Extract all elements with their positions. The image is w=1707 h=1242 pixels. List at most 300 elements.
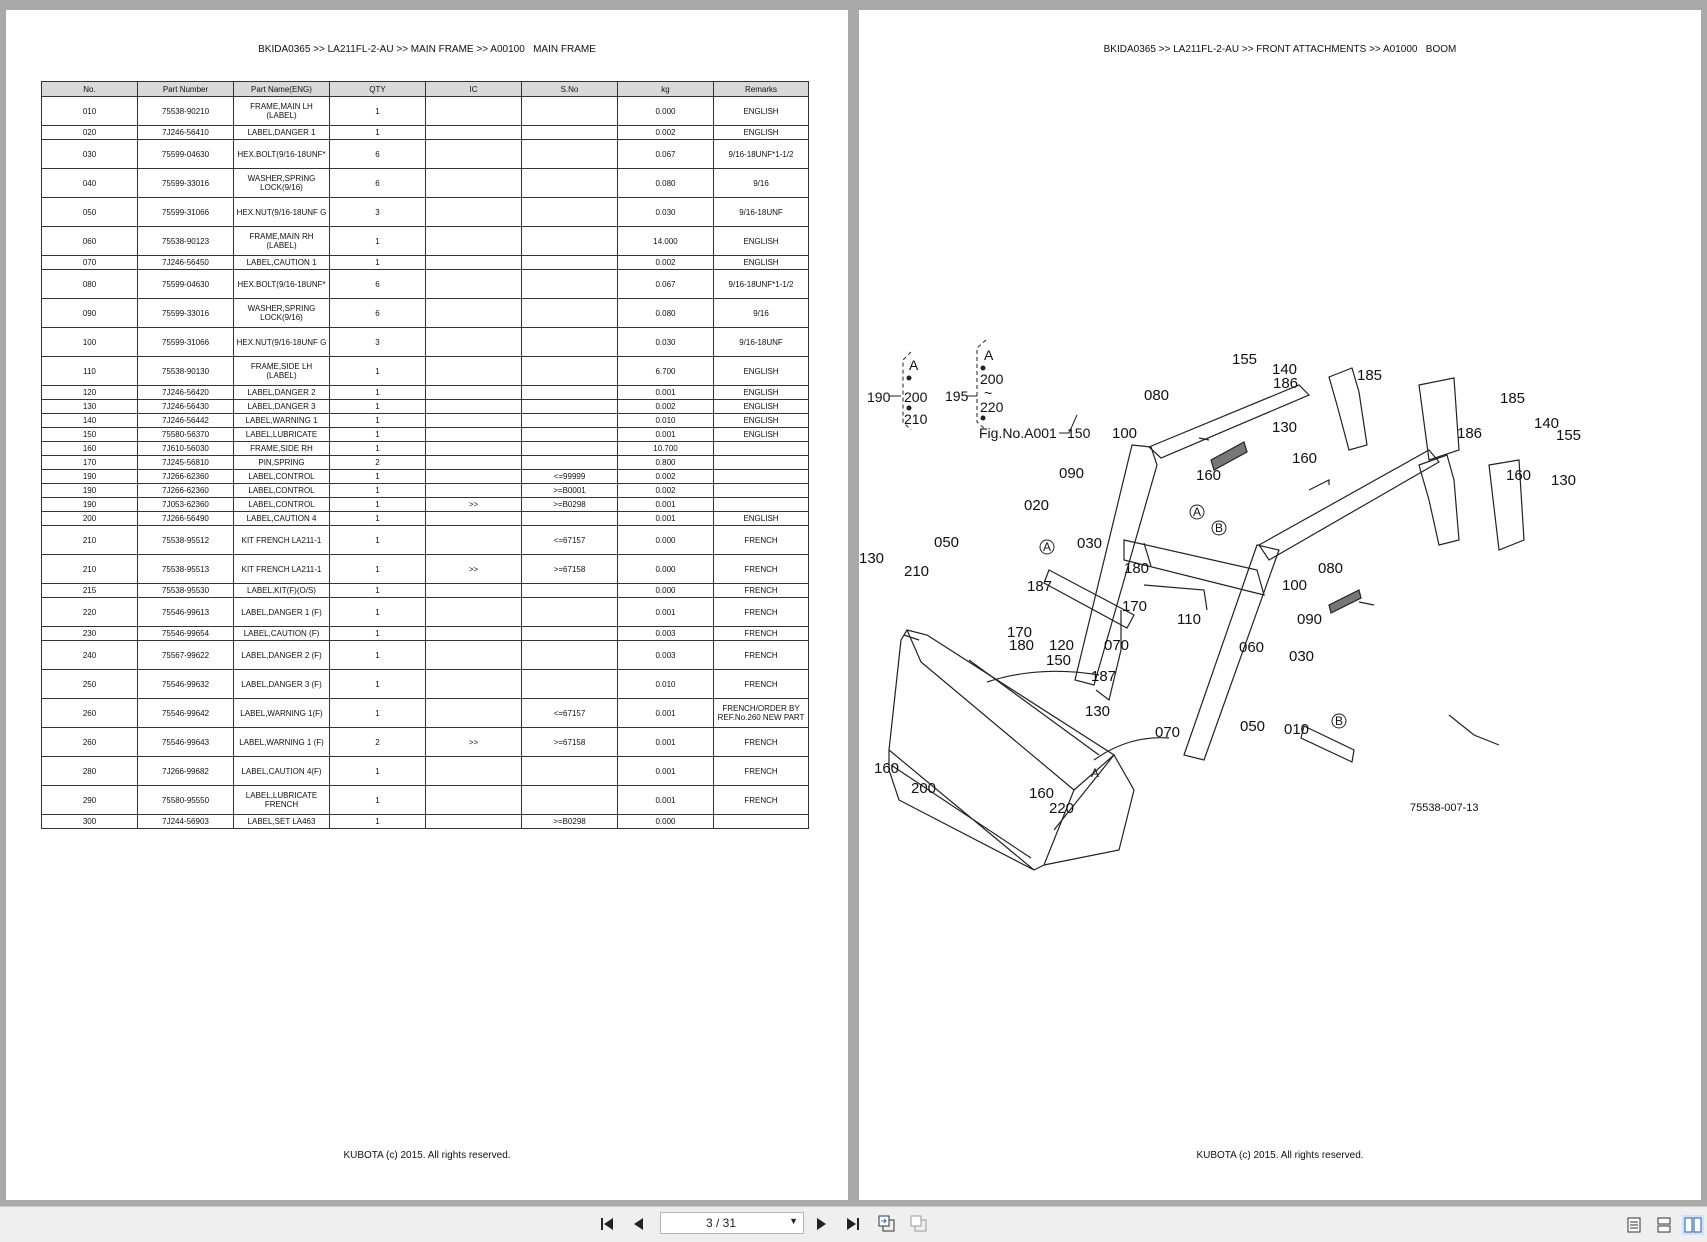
cell-qty: 1 [330, 357, 426, 386]
table-header-row [42, 82, 809, 97]
callout-140: 140 [1272, 361, 1298, 378]
cell-no: 240 [42, 641, 138, 670]
cell-kg: 14.000 [618, 227, 714, 256]
cell-sno [522, 97, 618, 126]
cell-part-number: 7J245-56810 [138, 456, 234, 470]
table-row [42, 786, 809, 815]
callout-150: 150 [1046, 652, 1072, 669]
cell-part-name: LABEL,CAUTION (F) [234, 627, 330, 641]
cell-no: 215 [42, 584, 138, 598]
cell-ic [426, 140, 522, 169]
cell-no: 130 [42, 400, 138, 414]
cell-qty: 1 [330, 641, 426, 670]
cell-qty: 6 [330, 169, 426, 198]
cell-part-number: 75538-95513 [138, 555, 234, 584]
callout-180: 180 [1009, 637, 1035, 654]
callout-140: 140 [1534, 415, 1560, 432]
cell-no: 160 [42, 442, 138, 456]
cell-qty: 6 [330, 140, 426, 169]
callout-080: 080 [1144, 387, 1170, 404]
cell-kg: 0.067 [618, 270, 714, 299]
cell-part-name: FRAME,MAIN LH (LABEL) [234, 97, 330, 126]
column-header-qty: QTY [330, 82, 426, 97]
table-row [42, 555, 809, 584]
cell-part-number: 75599-04630 [138, 270, 234, 299]
cell-ic [426, 670, 522, 699]
breadcrumb: BKIDA0365 >> LA211FL-2-AU >> FRONT ATTACHMENTS >> A01000 BOOM [1103, 44, 1457, 55]
cell-kg: 10.700 [618, 442, 714, 456]
facing-pages-icon [1684, 1217, 1702, 1233]
cell-kg: 0.001 [618, 786, 714, 815]
cell-qty: 1 [330, 428, 426, 442]
cell-part-number: 7J266-56490 [138, 512, 234, 526]
cell-kg: 0.000 [618, 555, 714, 584]
cell-part-name: LABEL,CAUTION 4(F) [234, 757, 330, 786]
callout-030: 030 [1077, 535, 1103, 552]
cell-kg: 0.001 [618, 598, 714, 627]
cell-part-name: LABEL,CAUTION 1 [234, 256, 330, 270]
cell-part-number: 75546-99654 [138, 627, 234, 641]
cell-ic [426, 386, 522, 400]
callout-120: 120 [1049, 637, 1075, 654]
cell-remarks [714, 484, 809, 498]
boom-exploded-diagram [859, 10, 1701, 1200]
cell-qty: 1 [330, 97, 426, 126]
column-header-part-name: Part Name(ENG) [234, 82, 330, 97]
last-page-icon [845, 1216, 861, 1232]
cell-qty: 1 [330, 598, 426, 627]
callout-160: 160 [1029, 785, 1055, 802]
cell-sno [522, 256, 618, 270]
callout-130: 130 [1085, 703, 1111, 720]
right-page [859, 10, 1701, 1200]
cell-no: 010 [42, 97, 138, 126]
cell-kg: 0.002 [618, 470, 714, 484]
cell-remarks: FRENCH [714, 641, 809, 670]
cell-ic: >> [426, 728, 522, 757]
table-row [42, 299, 809, 328]
cell-kg: 0.001 [618, 386, 714, 400]
cell-kg: 0.080 [618, 169, 714, 198]
callout-010: 010 [1284, 721, 1310, 738]
cell-part-name: LABEL,CONTROL [234, 470, 330, 484]
callout-130: 130 [1551, 472, 1577, 489]
callout-080: 080 [1318, 560, 1344, 577]
cell-qty: 1 [330, 786, 426, 815]
cell-remarks: FRENCH [714, 584, 809, 598]
cell-sno [522, 386, 618, 400]
cell-qty: 1 [330, 670, 426, 699]
cell-remarks: 9/16-18UNF*1-1/2 [714, 140, 809, 169]
cell-part-number: 7J266-99682 [138, 757, 234, 786]
table-row [42, 442, 809, 456]
callout-090: 090 [1297, 611, 1323, 628]
cell-sno [522, 299, 618, 328]
circle-mark-b: B [1215, 521, 1224, 535]
cell-part-number: 7J244-56903 [138, 815, 234, 829]
cell-part-number: 75599-04630 [138, 140, 234, 169]
cell-ic [426, 815, 522, 829]
cell-kg: 0.010 [618, 670, 714, 699]
cell-ic [426, 97, 522, 126]
cell-kg: 0.001 [618, 699, 714, 728]
cell-remarks: FRENCH [714, 598, 809, 627]
callout-155: 155 [1556, 427, 1582, 444]
callout-170: 170 [1122, 598, 1148, 615]
cell-part-name: LABEL,WARNING 1 (F) [234, 728, 330, 757]
go-back-view-button[interactable] [876, 1213, 898, 1235]
cell-sno [522, 357, 618, 386]
callout-185: 185 [1500, 390, 1526, 407]
cell-sno [522, 140, 618, 169]
callout-200: 200 [980, 371, 1004, 387]
cell-remarks: ENGLISH [714, 97, 809, 126]
prev-page-button[interactable] [628, 1213, 650, 1235]
cell-part-number: 75538-95512 [138, 526, 234, 555]
cell-no: 150 [42, 428, 138, 442]
cell-kg: 0.002 [618, 400, 714, 414]
table-row [42, 400, 809, 414]
cell-ic [426, 442, 522, 456]
diagram-drawing [889, 368, 1524, 870]
cell-kg: 0.001 [618, 757, 714, 786]
cell-part-number: 7J246-56430 [138, 400, 234, 414]
table-row [42, 484, 809, 498]
cell-kg: 0.001 [618, 428, 714, 442]
cell-remarks: FRENCH [714, 526, 809, 555]
column-header-no: No. [42, 82, 138, 97]
cell-part-number: 7J246-56450 [138, 256, 234, 270]
cell-part-number: 7J053-62360 [138, 498, 234, 512]
cell-no: 100 [42, 328, 138, 357]
cell-sno [522, 169, 618, 198]
callout-130: 130 [1272, 419, 1298, 436]
cell-qty: 1 [330, 227, 426, 256]
callout-186: 186 [1273, 375, 1299, 392]
table-row [42, 270, 809, 299]
cell-part-number: 7J266-62360 [138, 484, 234, 498]
cell-no: 030 [42, 140, 138, 169]
cell-ic [426, 641, 522, 670]
cell-part-number: 75538-95530 [138, 584, 234, 598]
viewer-toolbar [0, 1206, 1707, 1242]
callout-020: 020 [1024, 497, 1050, 514]
cell-kg: 0.001 [618, 512, 714, 526]
cell-part-name: LABEL,KIT(F)(O/S) [234, 584, 330, 598]
cell-no: 190 [42, 470, 138, 484]
table-row [42, 512, 809, 526]
cell-part-number: 7J266-62360 [138, 470, 234, 484]
cell-qty: 1 [330, 484, 426, 498]
circle-mark-a: A [1043, 540, 1052, 554]
cell-remarks [714, 815, 809, 829]
cell-qty: 2 [330, 456, 426, 470]
cell-sno [522, 126, 618, 140]
single-page-view-button[interactable] [1624, 1215, 1644, 1235]
callout-100: 100 [1282, 577, 1308, 594]
cell-no: 290 [42, 786, 138, 815]
table-row [42, 584, 809, 598]
facing-view-button[interactable] [1682, 1215, 1704, 1235]
cell-sno [522, 328, 618, 357]
cell-kg: 0.000 [618, 97, 714, 126]
cell-no: 230 [42, 627, 138, 641]
circle-mark-a: A [909, 357, 919, 373]
cell-part-name: FRAME,SIDE RH [234, 442, 330, 456]
cell-part-number: 75599-31066 [138, 328, 234, 357]
cell-qty: 1 [330, 256, 426, 270]
column-header-ic: IC [426, 82, 522, 97]
cell-sno [522, 456, 618, 470]
cell-kg: 0.000 [618, 526, 714, 555]
cell-part-name: FRAME,SIDE LH (LABEL) [234, 357, 330, 386]
cell-qty: 6 [330, 299, 426, 328]
table-row [42, 328, 809, 357]
cell-part-name: KIT FRENCH LA211-1 [234, 555, 330, 584]
copyright-footer: KUBOTA (c) 2015. All rights reserved. [343, 1150, 511, 1161]
cell-no: 090 [42, 299, 138, 328]
cell-part-number: 75580-56370 [138, 428, 234, 442]
continuous-view-button[interactable] [1654, 1215, 1674, 1235]
cell-no: 060 [42, 227, 138, 256]
cell-remarks: FRENCH [714, 757, 809, 786]
cell-sno [522, 598, 618, 627]
cell-part-number: 75538-90130 [138, 357, 234, 386]
cell-part-number: 75546-99632 [138, 670, 234, 699]
cell-no: 210 [42, 555, 138, 584]
cell-no: 190 [42, 484, 138, 498]
callout-187: 187 [1091, 668, 1117, 685]
cell-remarks: ENGLISH [714, 512, 809, 526]
go-forward-view-button[interactable] [908, 1213, 930, 1235]
callout-070: 070 [1104, 637, 1130, 654]
callout-200: 200 [904, 389, 928, 405]
cell-remarks: FRENCH [714, 627, 809, 641]
cell-sno [522, 512, 618, 526]
cell-remarks: 9/16 [714, 299, 809, 328]
table-row [42, 227, 809, 256]
fig-reference: Fig.No.A001 [979, 425, 1057, 441]
cell-part-name: LABEL,LUBRICATE FRENCH [234, 786, 330, 815]
callout-130: 130 [859, 550, 885, 567]
cell-no: 040 [42, 169, 138, 198]
callout-180: 180 [1124, 560, 1150, 577]
circle-mark-a: A [1193, 505, 1202, 519]
cell-ic [426, 757, 522, 786]
table-row [42, 169, 809, 198]
cell-qty: 1 [330, 126, 426, 140]
cell-remarks: ENGLISH [714, 400, 809, 414]
callout-200: 200 [911, 780, 937, 797]
cell-kg: 0.067 [618, 140, 714, 169]
cell-sno: >=67158 [522, 728, 618, 757]
cell-ic [426, 126, 522, 140]
cell-qty: 1 [330, 526, 426, 555]
cell-ic [426, 328, 522, 357]
back-view-icon [877, 1214, 897, 1234]
table-row [42, 256, 809, 270]
callout-210: 210 [904, 563, 930, 580]
callout-030: 030 [1289, 648, 1315, 665]
circle-mark-b: B [1335, 714, 1344, 728]
single-page-icon [1627, 1217, 1641, 1233]
cell-sno: >=67158 [522, 555, 618, 584]
column-header-kg: kg [618, 82, 714, 97]
cell-ic [426, 484, 522, 498]
cell-part-number: 7J246-56442 [138, 414, 234, 428]
callout-060: 060 [1239, 639, 1265, 656]
cell-part-name: WASHER,SPRING LOCK(9/16) [234, 299, 330, 328]
cell-ic [426, 357, 522, 386]
cell-qty: 1 [330, 386, 426, 400]
cell-qty: 1 [330, 498, 426, 512]
last-page-button[interactable] [842, 1213, 864, 1235]
cell-sno: <=67157 [522, 699, 618, 728]
cell-part-name: LABEL,WARNING 1 [234, 414, 330, 428]
parts-table [41, 81, 809, 829]
cell-no: 250 [42, 670, 138, 699]
cell-remarks: ENGLISH [714, 386, 809, 400]
table-row [42, 498, 809, 512]
cell-part-name: LABEL,SET LA463 [234, 815, 330, 829]
cell-qty: 1 [330, 699, 426, 728]
cell-remarks: ENGLISH [714, 256, 809, 270]
cell-qty: 1 [330, 470, 426, 484]
cell-kg: 0.003 [618, 641, 714, 670]
callout-050: 050 [934, 534, 960, 551]
cell-qty: 1 [330, 400, 426, 414]
cell-part-name: WASHER,SPRING LOCK(9/16) [234, 169, 330, 198]
cell-no: 070 [42, 256, 138, 270]
table-row [42, 627, 809, 641]
cell-remarks [714, 442, 809, 456]
cell-part-number: 75580-95550 [138, 786, 234, 815]
callout-070: 070 [1155, 724, 1181, 741]
cell-no: 200 [42, 512, 138, 526]
callout-155: 155 [1232, 351, 1258, 368]
cell-part-name: HEX.BOLT(9/16-18UNF* [234, 140, 330, 169]
cell-part-number: 7J246-56410 [138, 126, 234, 140]
cell-kg: 0.030 [618, 198, 714, 227]
cell-ic [426, 428, 522, 442]
cell-kg: 0.030 [618, 328, 714, 357]
cell-remarks: ENGLISH [714, 126, 809, 140]
cell-remarks: FRENCH [714, 786, 809, 815]
cell-part-name: KIT FRENCH LA211-1 [234, 526, 330, 555]
cell-part-name: HEX.NUT(9/16-18UNF G [234, 198, 330, 227]
cell-ic [426, 526, 522, 555]
cell-ic [426, 598, 522, 627]
table-row [42, 357, 809, 386]
page-selector[interactable] [660, 1212, 804, 1234]
cell-ic [426, 584, 522, 598]
callout-185: 185 [1357, 367, 1383, 384]
table-row [42, 728, 809, 757]
cell-remarks: FRENCH [714, 670, 809, 699]
cell-part-number: 75567-99622 [138, 641, 234, 670]
cell-kg: 0.002 [618, 126, 714, 140]
cell-ic [426, 627, 522, 641]
cell-remarks: ENGLISH [714, 428, 809, 442]
cell-part-name: FRAME,MAIN RH (LABEL) [234, 227, 330, 256]
cell-sno [522, 414, 618, 428]
table-row [42, 198, 809, 227]
cell-part-name: LABEL,CONTROL [234, 498, 330, 512]
cell-part-number: 75538-90123 [138, 227, 234, 256]
next-page-icon [813, 1216, 829, 1232]
cell-no: 260 [42, 699, 138, 728]
cell-ic [426, 786, 522, 815]
cell-remarks: FRENCH [714, 555, 809, 584]
cell-part-number: 75599-31066 [138, 198, 234, 227]
first-page-button[interactable] [596, 1213, 618, 1235]
table-row [42, 126, 809, 140]
callout-195: 195 [945, 388, 969, 404]
cell-qty: 2 [330, 728, 426, 757]
next-page-button[interactable] [810, 1213, 832, 1235]
cell-part-number: 75546-99643 [138, 728, 234, 757]
cell-ic [426, 512, 522, 526]
diagram-legends [867, 347, 1479, 814]
table-row [42, 140, 809, 169]
callout-220: 220 [980, 399, 1004, 415]
cell-remarks: 9/16-18UNF [714, 198, 809, 227]
cell-part-name: LABEL,LUBRICATE [234, 428, 330, 442]
cell-sno: >=B0001 [522, 484, 618, 498]
cell-remarks [714, 498, 809, 512]
cell-sno [522, 400, 618, 414]
forward-view-icon [909, 1214, 929, 1234]
tilde-mark: ~ [984, 385, 993, 401]
circle-mark-a: A [984, 347, 994, 363]
callout-160: 160 [1196, 467, 1222, 484]
cell-no: 220 [42, 598, 138, 627]
cell-part-name: PIN,SPRING [234, 456, 330, 470]
page-indicator: 3 / 31 [705, 1216, 737, 1230]
table-row [42, 97, 809, 126]
cell-sno: >=B0298 [522, 815, 618, 829]
cell-part-number: 75546-99613 [138, 598, 234, 627]
cell-no: 170 [42, 456, 138, 470]
cell-no: 080 [42, 270, 138, 299]
cell-no: 190 [42, 498, 138, 512]
cell-part-name: LABEL,DANGER 1 (F) [234, 598, 330, 627]
cell-part-number: 7J610-56030 [138, 442, 234, 456]
cell-qty: 1 [330, 555, 426, 584]
cell-qty: 3 [330, 198, 426, 227]
cell-qty: 1 [330, 757, 426, 786]
cell-ic [426, 198, 522, 227]
cell-sno [522, 757, 618, 786]
breadcrumb: BKIDA0365 >> LA211FL-2-AU >> MAIN FRAME >> A00100 MAIN FRAME [258, 44, 596, 55]
cell-part-number: 75599-33016 [138, 169, 234, 198]
callout-170: 170 [1007, 624, 1033, 641]
cell-sno [522, 584, 618, 598]
cell-remarks: 9/16-18UNF*1-1/2 [714, 270, 809, 299]
cell-sno: <=67157 [522, 526, 618, 555]
callout-186: 186 [1457, 425, 1483, 442]
cell-ic [426, 456, 522, 470]
cell-remarks [714, 456, 809, 470]
cell-part-name: LABEL,CONTROL [234, 484, 330, 498]
cell-kg: 0.800 [618, 456, 714, 470]
column-header-part-number: Part Number [138, 82, 234, 97]
cell-sno [522, 786, 618, 815]
cell-part-name: LABEL,DANGER 2 (F) [234, 641, 330, 670]
cell-remarks: ENGLISH [714, 414, 809, 428]
callout-160: 160 [1292, 450, 1318, 467]
cell-remarks: 9/16-18UNF [714, 328, 809, 357]
